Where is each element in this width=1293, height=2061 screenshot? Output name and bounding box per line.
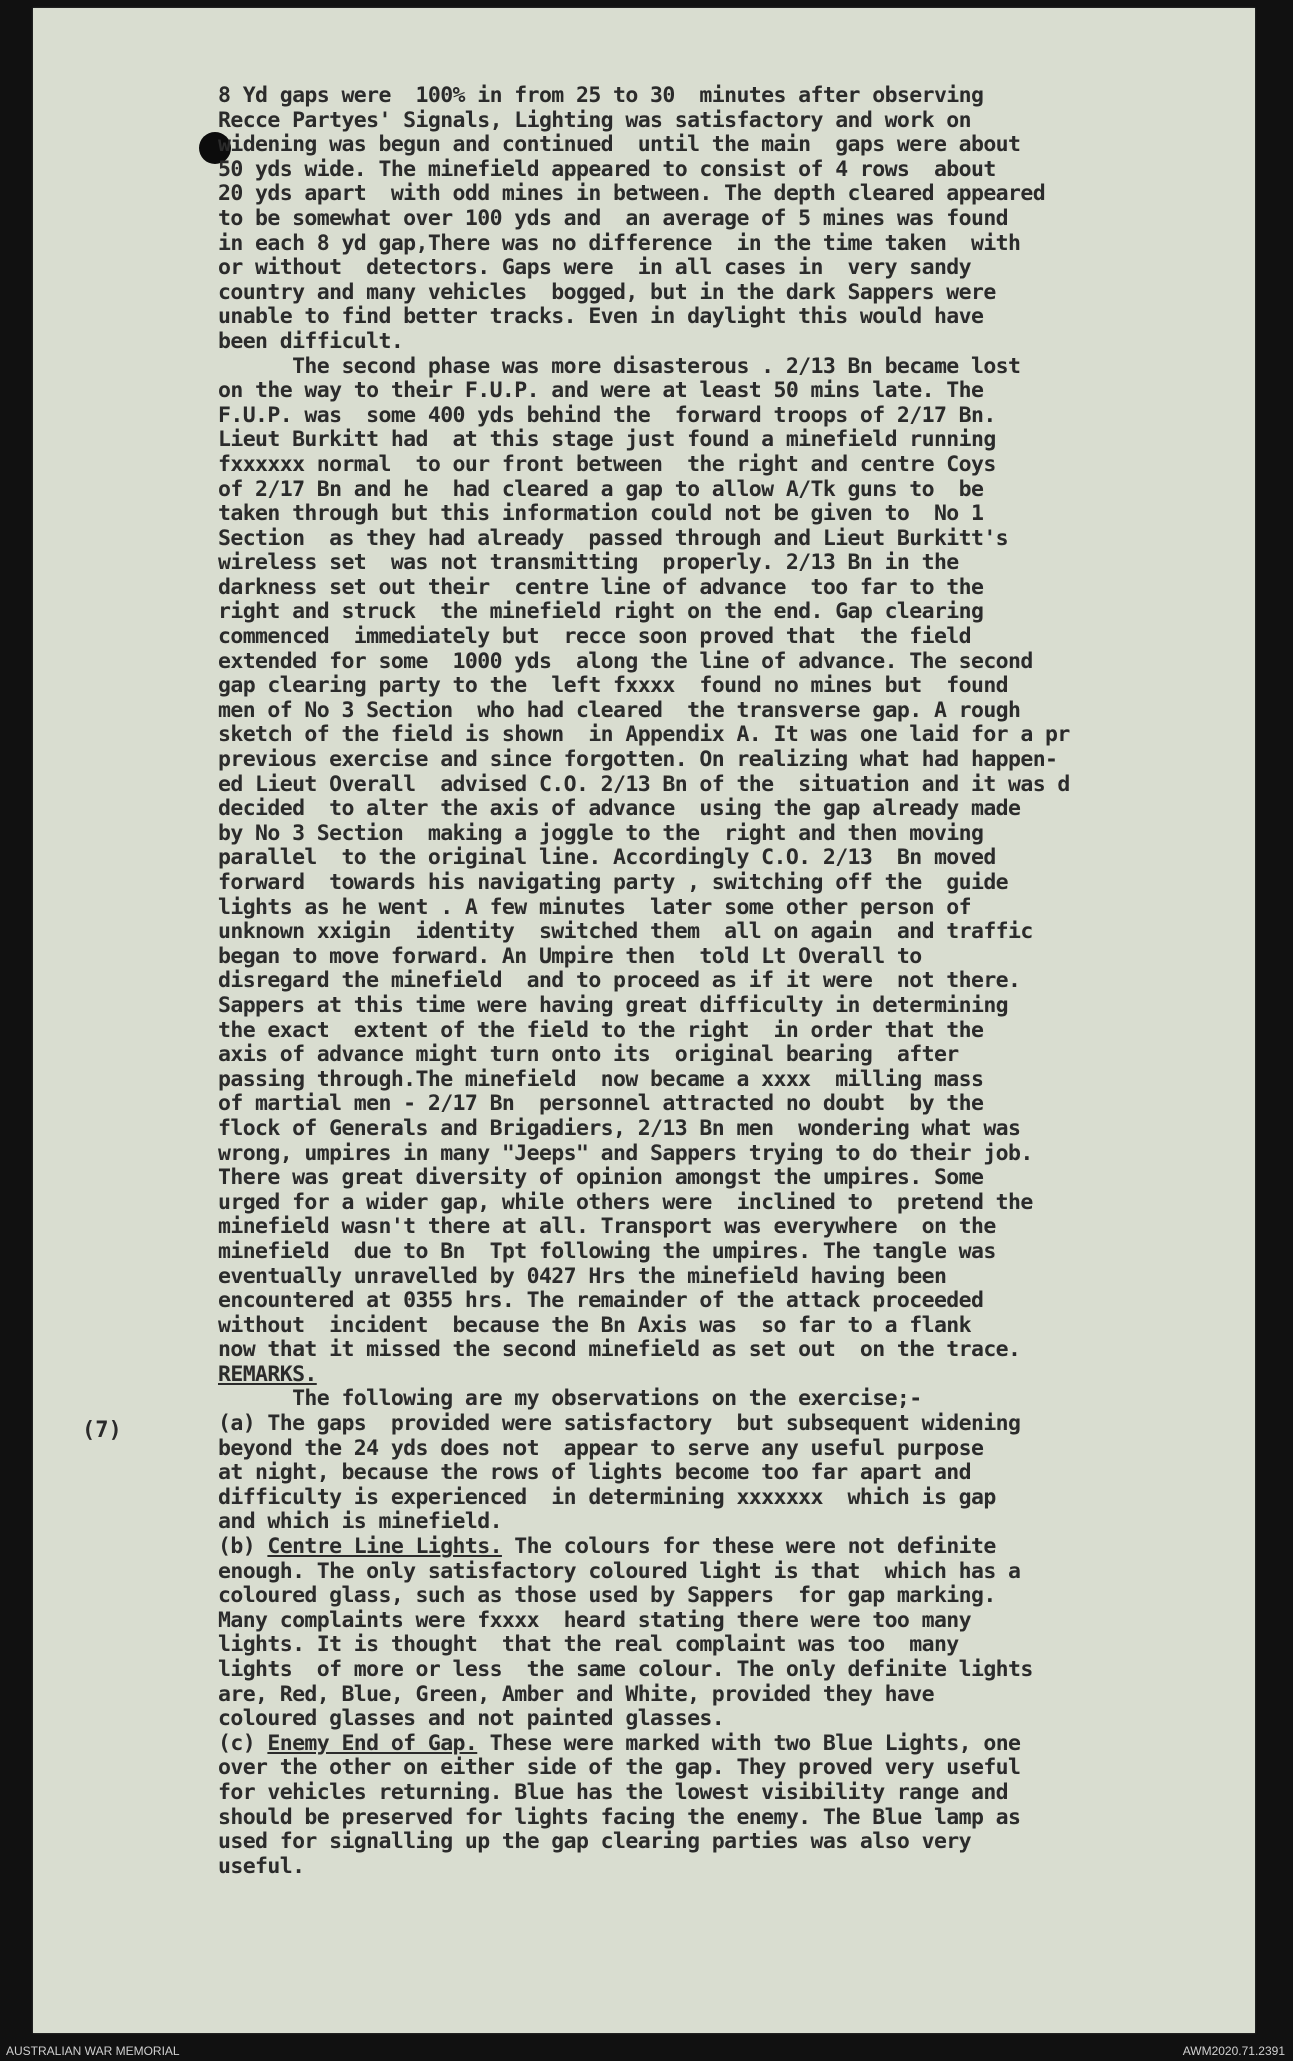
text-line: minefield due to Bn Tpt following the umpires. The tangle was (218, 1238, 996, 1264)
text-line: There was great diversity of opinion amongst the umpires. Some (218, 1165, 984, 1191)
text-line: sketch of the field is shown in Appendix A. It was one laid for a pr (218, 722, 1070, 748)
text-line: ed Lieut Overall advised C.O. 2/13 Bn of the situation and it was d (218, 771, 1070, 797)
text-line: without incident because the Bn Axis was so far to a flank (218, 1312, 971, 1338)
text-line: and which is minefield. (218, 1509, 502, 1535)
footer-reference: AWM2020.71.2391 (1182, 2044, 1285, 2058)
remarks-heading: REMARKS. (218, 1361, 317, 1387)
text-line: now that it missed the second minefield as set out on the trace. (218, 1337, 1021, 1363)
text-line: useful. (218, 1853, 305, 1879)
text-line: widening was begun and continued until the main gaps were about (218, 132, 1021, 158)
text-line: over the other on either side of the gap. They proved very useful (218, 1755, 1021, 1781)
text-line: coloured glass, such as those used by Sappers for gap marking. (218, 1583, 996, 1609)
text-line: lights of more or less the same colour. The only definite lights (218, 1657, 1033, 1682)
text-line: (a) The gaps provided were satisfactory but subsequent widening (218, 1411, 1021, 1437)
text-line: been difficult. (218, 328, 404, 354)
text-line: or without detectors. Gaps were in all cases in very sandy (218, 255, 971, 281)
text-line: eventually unravelled by 0427 Hrs the minefield having been (218, 1263, 947, 1289)
text-line: unable to find better tracks. Even in daylight this would have (218, 304, 984, 330)
item-b-text-block (218, 1560, 1248, 1732)
text-line: Section as they had already passed through and Lieut Burkitt's (218, 525, 1009, 551)
text-line: Lieut Burkitt had at this stage just found a minefield running (218, 427, 996, 453)
main-text-block (218, 84, 1248, 1363)
paragraph-number: (7) (82, 1418, 122, 1443)
text-line: enough. The only satisfactory coloured light is that which has a (218, 1558, 1021, 1584)
text-line: 50 yds wide. The minefield appeared to consist of 4 rows about (218, 156, 996, 182)
text-line: country and many vehicles bogged, but in the dark Sappers were (218, 279, 996, 305)
text-line: the exact extent of the field to the right in order that the (218, 1017, 984, 1043)
text-line: Recce Partyes' Signals, Lighting was satisfactory and work on (218, 107, 971, 133)
text-line: began to move forward. An Umpire then told Lt Overall to (218, 943, 922, 969)
text-line: in each 8 yd gap,There was no difference in the time taken with (218, 230, 1021, 256)
item-b-first-line: (b) Centre Line Lights. The colours for these were not definite (218, 1534, 996, 1560)
text-line: of 2/17 Bn and he had cleared a gap to allow A/Tk guns to be (218, 476, 984, 502)
text-line: axis of advance might turn onto its original bearing after (218, 1042, 959, 1068)
text-line: wrong, umpires in many "Jeeps" and Sappers trying to do their job. (218, 1140, 1033, 1166)
text-line: The following are my observations on the exercise;- (218, 1386, 922, 1412)
text-line: coloured glasses and not painted glasses. (218, 1706, 725, 1732)
text-line: lights as he went . A few minutes later some other person of (218, 894, 971, 920)
typewritten-body (218, 84, 1248, 1879)
text-line: at night, because the rows of lights become too far apart and (218, 1460, 971, 1486)
text-line: are, Red, Blue, Green, Amber and White, provided they have (218, 1681, 934, 1707)
text-line: taken through but this information could not be given to No 1 (218, 501, 984, 527)
text-line: passing through.The minefield now became a xxxx milling mass (218, 1066, 984, 1092)
text-line: minefield wasn't there at all. Transport was everywhere on the (218, 1214, 996, 1240)
text-line: 8 Yd gaps were 100% in from 25 to 30 minutes after observing (218, 83, 984, 108)
text-line: used for signalling up the gap clearing parties was also very (218, 1829, 971, 1855)
footer-institution: AUSTRALIAN WAR MEMORIAL (6, 2044, 180, 2058)
text-line: decided to alter the axis of advance using the gap already made (218, 796, 1021, 822)
text-line: F.U.P. was some 400 yds behind the forward troops of 2/17 Bn. (218, 402, 996, 428)
text-line: Many complaints were fxxxx heard stating there were too many (218, 1607, 971, 1633)
text-line: previous exercise and since forgotten. On realizing what had happen- (218, 747, 1058, 773)
item-c-heading: Enemy End of Gap. (267, 1730, 478, 1756)
text-line: wireless set was not transmitting properly. 2/13 Bn in the (218, 550, 959, 576)
remarks-text-block (218, 1387, 1248, 1535)
text-line: parallel to the original line. Accordingly C.O. 2/13 Bn moved (218, 845, 996, 871)
footer-bar (0, 2040, 1293, 2061)
item-c-text-block (218, 1756, 1248, 1879)
text-line: of martial men - 2/17 Bn personnel attracted no doubt by the (218, 1091, 984, 1117)
text-line: unknown xxigin identity switched them all on again and traffic (218, 919, 1033, 945)
text-line: men of No 3 Section who had cleared the transverse gap. A rough (218, 697, 1021, 723)
text-line: disregard the minefield and to proceed as if it were not there. (218, 968, 1021, 994)
item-b-heading: Centre Line Lights. (267, 1534, 502, 1560)
text-line: fxxxxxx normal to our front between the right and centre Coys (218, 451, 996, 477)
text-line: beyond the 24 yds does not appear to serve any useful purpose (218, 1435, 984, 1461)
text-line: 20 yds apart with odd mines in between. The depth cleared appeared (218, 181, 1046, 207)
text-line: by No 3 Section making a joggle to the right and then moving (218, 820, 984, 846)
text-line: extended for some 1000 yds along the line of advance. The second (218, 648, 1033, 674)
text-line: encountered at 0355 hrs. The remainder of the attack proceeded (218, 1288, 984, 1314)
text-line: The second phase was more disasterous . 2/13 Bn became lost (218, 353, 1021, 379)
text-line: should be preserved for lights facing the enemy. The Blue lamp as (218, 1804, 1021, 1830)
text-line: forward towards his navigating party , switching off the guide (218, 870, 1009, 895)
text-line: commenced immediately but recce soon proved that the field (218, 624, 971, 650)
text-line: urged for a wider gap, while others were inclined to pretend the (218, 1189, 1033, 1215)
text-line: on the way to their F.U.P. and were at least 50 mins late. The (218, 378, 984, 404)
text-line: flock of Generals and Brigadiers, 2/13 Bn men wondering what was (218, 1115, 1021, 1141)
text-line: right and struck the minefield right on the end. Gap clearing (218, 599, 984, 625)
text-line: Sappers at this time were having great difficulty in determining (218, 992, 1009, 1018)
text-line: for vehicles returning. Blue has the lowest visibility range and (218, 1779, 1009, 1805)
item-c-first-line: (c) Enemy End of Gap. These were marked with two Blue Lights, one (218, 1730, 1021, 1756)
text-line: lights. It is thought that the real complaint was too many (218, 1632, 959, 1658)
text-line: darkness set out their centre line of advance too far to the (218, 574, 984, 600)
text-line: gap clearing party to the left fxxxx found no mines but found (218, 673, 1009, 699)
text-line: to be somewhat over 100 yds and an average of 5 mines was found (218, 205, 1009, 231)
text-line: difficulty is experienced in determining xxxxxxx which is gap (218, 1484, 996, 1510)
